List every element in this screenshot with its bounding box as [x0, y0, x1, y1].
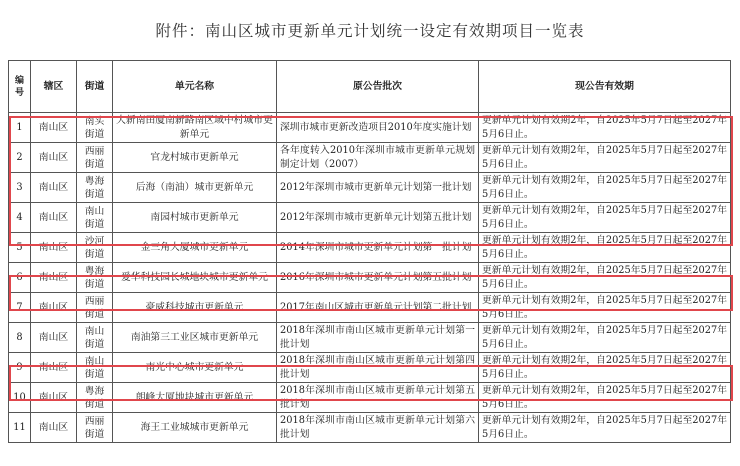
- cell-validity: 更新单元计划有效期2年，自2025年5月7日起至2027年5月6日止。: [479, 383, 731, 413]
- cell-approval: 2018年深圳市南山区城市更新单元计划第一批计划: [277, 323, 479, 353]
- header-approval: 原公告批次: [277, 61, 479, 113]
- cell-approval: 各年度转入2010年深圳市城市更新单元规划制定计划（2007）: [277, 143, 479, 173]
- cell-validity: 更新单元计划有效期2年，自2025年5月7日起至2027年5月6日止。: [479, 233, 731, 263]
- document-title: 附件：南山区城市更新单元计划统一设定有效期项目一览表: [155, 22, 585, 40]
- cell-district: 南山区: [31, 113, 77, 143]
- table-row: [9, 173, 731, 203]
- cell-approval: 2017年南山区城市更新单元计划第二批计划: [277, 293, 479, 323]
- cell-approval: 深圳市城市更新改造项目2010年度实施计划: [277, 113, 479, 143]
- cell-district: 南山区: [31, 263, 77, 293]
- cell-no: 3: [9, 173, 31, 203]
- header-validity: 现公告有效期: [479, 61, 731, 113]
- cell-unit: 海王工业城城市更新单元: [113, 413, 277, 443]
- cell-validity: 更新单元计划有效期2年，自2025年5月7日起至2027年5月6日止。: [479, 413, 731, 443]
- cell-no: 1: [9, 113, 31, 143]
- cell-street: 粤海街道: [77, 173, 113, 203]
- cell-no: 6: [9, 263, 31, 293]
- table-row: [9, 113, 731, 143]
- cell-validity: 更新单元计划有效期2年，自2025年5月7日起至2027年5月6日止。: [479, 323, 731, 353]
- cell-street: 西丽街道: [77, 293, 113, 323]
- cell-validity: 更新单元计划有效期2年，自2025年5月7日起至2027年5月6日止。: [479, 263, 731, 293]
- cell-approval: 2014年深圳市城市更新单元计划第一批计划: [277, 233, 479, 263]
- cell-street: 南头街道: [77, 113, 113, 143]
- cell-district: 南山区: [31, 143, 77, 173]
- cell-unit: 爱华科技园长城地块城市更新单元: [113, 263, 277, 293]
- cell-approval: 2012年深圳市城市更新单元计划第五批计划: [277, 203, 479, 233]
- header-no: 编号: [9, 61, 31, 113]
- cell-no: 11: [9, 413, 31, 443]
- table-row: [9, 263, 731, 293]
- cell-unit: 南园村城市更新单元: [113, 203, 277, 233]
- cell-district: 南山区: [31, 353, 77, 383]
- cell-street: 南山街道: [77, 353, 113, 383]
- table-row: [9, 233, 731, 263]
- cell-no: 8: [9, 323, 31, 353]
- cell-district: 南山区: [31, 233, 77, 263]
- cell-no: 9: [9, 353, 31, 383]
- table-row: [9, 383, 731, 413]
- table-row: [9, 353, 731, 383]
- cell-unit: 豪威科技城市更新单元: [113, 293, 277, 323]
- cell-street: 南山街道: [77, 203, 113, 233]
- cell-validity: 更新单元计划有效期2年，自2025年5月7日起至2027年5月6日止。: [479, 203, 731, 233]
- cell-unit: 大新南田厦南新路南区域中村城市更新单元: [113, 113, 277, 143]
- cell-street: 西丽街道: [77, 413, 113, 443]
- cell-no: 5: [9, 233, 31, 263]
- project-table: [8, 60, 731, 443]
- cell-district: 南山区: [31, 383, 77, 413]
- cell-approval: 2012年深圳市城市更新单元计划第一批计划: [277, 173, 479, 203]
- cell-unit: 南油第三工业区城市更新单元: [113, 323, 277, 353]
- cell-district: 南山区: [31, 413, 77, 443]
- header-district: 辖区: [31, 61, 77, 113]
- cell-approval: 2018年深圳市南山区城市更新单元计划第四批计划: [277, 353, 479, 383]
- cell-no: 4: [9, 203, 31, 233]
- cell-unit: 后海（南油）城市更新单元: [113, 173, 277, 203]
- cell-district: 南山区: [31, 323, 77, 353]
- cell-district: 南山区: [31, 293, 77, 323]
- cell-unit: 官龙村城市更新单元: [113, 143, 277, 173]
- cell-street: 西丽街道: [77, 143, 113, 173]
- table-row: [9, 293, 731, 323]
- table-row: [9, 323, 731, 353]
- table-row: [9, 203, 731, 233]
- cell-no: 7: [9, 293, 31, 323]
- cell-validity: 更新单元计划有效期2年，自2025年5月7日起至2027年5月6日止。: [479, 113, 731, 143]
- cell-approval: 2018年深圳市南山区城市更新单元计划第五批计划: [277, 383, 479, 413]
- cell-validity: 更新单元计划有效期2年，自2025年5月7日起至2027年5月6日止。: [479, 143, 731, 173]
- cell-unit: 金三角大厦城市更新单元: [113, 233, 277, 263]
- table-row: [9, 143, 731, 173]
- header-unit: 单元名称: [113, 61, 277, 113]
- cell-validity: 更新单元计划有效期2年，自2025年5月7日起至2027年5月6日止。: [479, 353, 731, 383]
- cell-street: 沙河街道: [77, 233, 113, 263]
- cell-validity: 更新单元计划有效期2年，自2025年5月7日起至2027年5月6日止。: [479, 173, 731, 203]
- cell-unit: 南光中心城市更新单元: [113, 353, 277, 383]
- cell-approval: 2016年深圳市城市更新单元计划第五批计划: [277, 263, 479, 293]
- cell-validity: 更新单元计划有效期2年，自2025年5月7日起至2027年5月6日止。: [479, 293, 731, 323]
- header-street: 街道: [77, 61, 113, 113]
- cell-unit: 朗峰大厦地块城市更新单元: [113, 383, 277, 413]
- cell-street: 南山街道: [77, 323, 113, 353]
- table-header-row: [9, 61, 731, 113]
- cell-district: 南山区: [31, 173, 77, 203]
- table-row: [9, 413, 731, 443]
- cell-no: 2: [9, 143, 31, 173]
- cell-no: 10: [9, 383, 31, 413]
- cell-district: 南山区: [31, 203, 77, 233]
- cell-street: 粤海街道: [77, 263, 113, 293]
- cell-street: 粤海街道: [77, 383, 113, 413]
- cell-approval: 2018年深圳市南山区城市更新单元计划第六批计划: [277, 413, 479, 443]
